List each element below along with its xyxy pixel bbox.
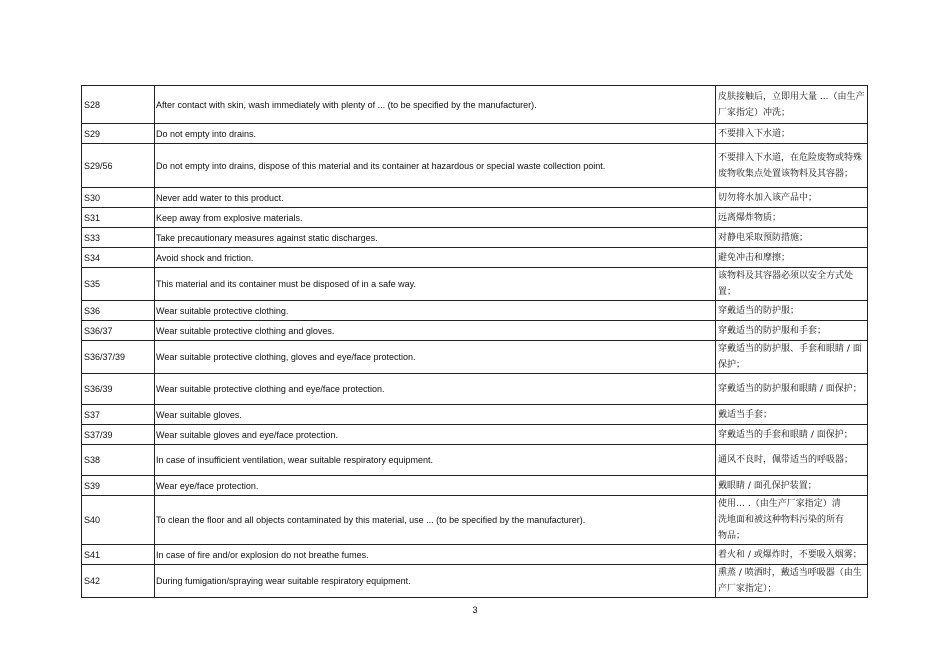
phrase-chinese: 不要排入下水道； (716, 124, 868, 144)
phrase-chinese: 穿戴适当的防护服和眼睛 / 面保护； (716, 374, 868, 405)
phrase-english: Wear suitable protective clothing. (155, 301, 716, 321)
phrase-english: Avoid shock and friction. (155, 248, 716, 268)
table-row (82, 208, 868, 228)
table-row (82, 545, 868, 565)
phrase-english: Wear suitable protective clothing and gloves. (155, 321, 716, 341)
phrase-chinese: 熏蒸 / 喷洒时，戴适当呼吸器（由生产厂家指定）； (716, 565, 868, 598)
phrase-code: S31 (82, 208, 155, 228)
phrase-code: S42 (82, 565, 155, 598)
table-row (82, 144, 868, 188)
phrase-english: Do not empty into drains. (155, 124, 716, 144)
phrase-chinese: 不要排入下水道，在危险废物或特殊废物收集点处置该物料及其容器； (716, 144, 868, 188)
table-row (82, 425, 868, 445)
phrase-chinese: 使用… .（由生产厂家指定）清洗地面和被这种物料污染的所有物品； (716, 496, 868, 545)
table-row (82, 248, 868, 268)
phrase-code: S39 (82, 476, 155, 496)
phrase-english: Wear eye/face protection. (155, 476, 716, 496)
phrase-code: S36/37 (82, 321, 155, 341)
safety-phrases-table (81, 85, 868, 598)
phrase-english: Keep away from explosive materials. (155, 208, 716, 228)
phrase-code: S35 (82, 268, 155, 301)
phrase-chinese: 戴适当手套； (716, 405, 868, 425)
phrase-english: Wear suitable gloves. (155, 405, 716, 425)
phrase-english: In case of insufficient ventilation, wear suitable respiratory equipment. (155, 445, 716, 476)
phrase-chinese: 皮肤接触后，立即用大量 ...（由生产厂家指定）冲洗； (716, 86, 868, 124)
phrase-english: This material and its container must be disposed of in a safe way. (155, 268, 716, 301)
phrase-chinese: 通风不良时，佩带适当的呼吸器； (716, 445, 868, 476)
table-row (82, 301, 868, 321)
phrase-english: After contact with skin, wash immediately with plenty of ... (to be specified by the manufacturer). (155, 86, 716, 124)
page-number: 3 (472, 605, 478, 615)
phrase-code: S38 (82, 445, 155, 476)
phrase-code: S29 (82, 124, 155, 144)
phrase-code: S37/39 (82, 425, 155, 445)
table-row (82, 374, 868, 405)
phrase-english: Never add water to this product. (155, 188, 716, 208)
phrase-chinese: 着火和 / 或爆炸时，不要吸入烟雾； (716, 545, 868, 565)
phrase-english: Wear suitable gloves and eye/face protection. (155, 425, 716, 445)
table-row (82, 405, 868, 425)
phrase-chinese: 戴眼睛 / 面孔保护装置； (716, 476, 868, 496)
table-row (82, 188, 868, 208)
phrase-english: Take precautionary measures against static discharges. (155, 228, 716, 248)
phrase-code: S29/56 (82, 144, 155, 188)
phrase-english: To clean the floor and all objects contaminated by this material, use ... (to be specified by the manufacturer). (155, 496, 716, 545)
table-row (82, 86, 868, 124)
table-row (82, 321, 868, 341)
phrase-code: S41 (82, 545, 155, 565)
table-row (82, 228, 868, 248)
table-row (82, 124, 868, 144)
table-row (82, 565, 868, 598)
phrase-chinese: 远离爆炸物质； (716, 208, 868, 228)
phrase-code: S40 (82, 496, 155, 545)
phrase-chinese: 穿戴适当的防护服和手套； (716, 321, 868, 341)
phrase-code: S34 (82, 248, 155, 268)
phrase-code: S33 (82, 228, 155, 248)
phrase-chinese: 穿戴适当的防护服、手套和眼睛 / 面保护； (716, 341, 868, 374)
phrase-english: During fumigation/spraying wear suitable respiratory equipment. (155, 565, 716, 598)
table-row (82, 496, 868, 545)
phrase-code: S37 (82, 405, 155, 425)
phrase-chinese: 该物料及其容器必须以安全方式处置； (716, 268, 868, 301)
phrase-chinese: 穿戴适当的手套和眼睛 / 面保护； (716, 425, 868, 445)
phrase-code: S36 (82, 301, 155, 321)
phrase-code: S36/39 (82, 374, 155, 405)
table-row (82, 341, 868, 374)
phrase-english: Wear suitable protective clothing and eye/face protection. (155, 374, 716, 405)
table-row (82, 268, 868, 301)
phrase-code: S30 (82, 188, 155, 208)
table-row (82, 445, 868, 476)
phrase-english: Do not empty into drains, dispose of this material and its container at hazardous or special waste collection point. (155, 144, 716, 188)
phrase-english: Wear suitable protective clothing, gloves and eye/face protection. (155, 341, 716, 374)
phrase-code: S36/37/39 (82, 341, 155, 374)
phrase-chinese: 避免冲击和摩擦； (716, 248, 868, 268)
phrase-code: S28 (82, 86, 155, 124)
phrase-chinese: 切勿将水加入该产品中； (716, 188, 868, 208)
phrase-chinese: 穿戴适当的防护服； (716, 301, 868, 321)
table-row (82, 476, 868, 496)
phrase-chinese: 对静电采取预防措施； (716, 228, 868, 248)
phrase-english: In case of fire and/or explosion do not breathe fumes. (155, 545, 716, 565)
